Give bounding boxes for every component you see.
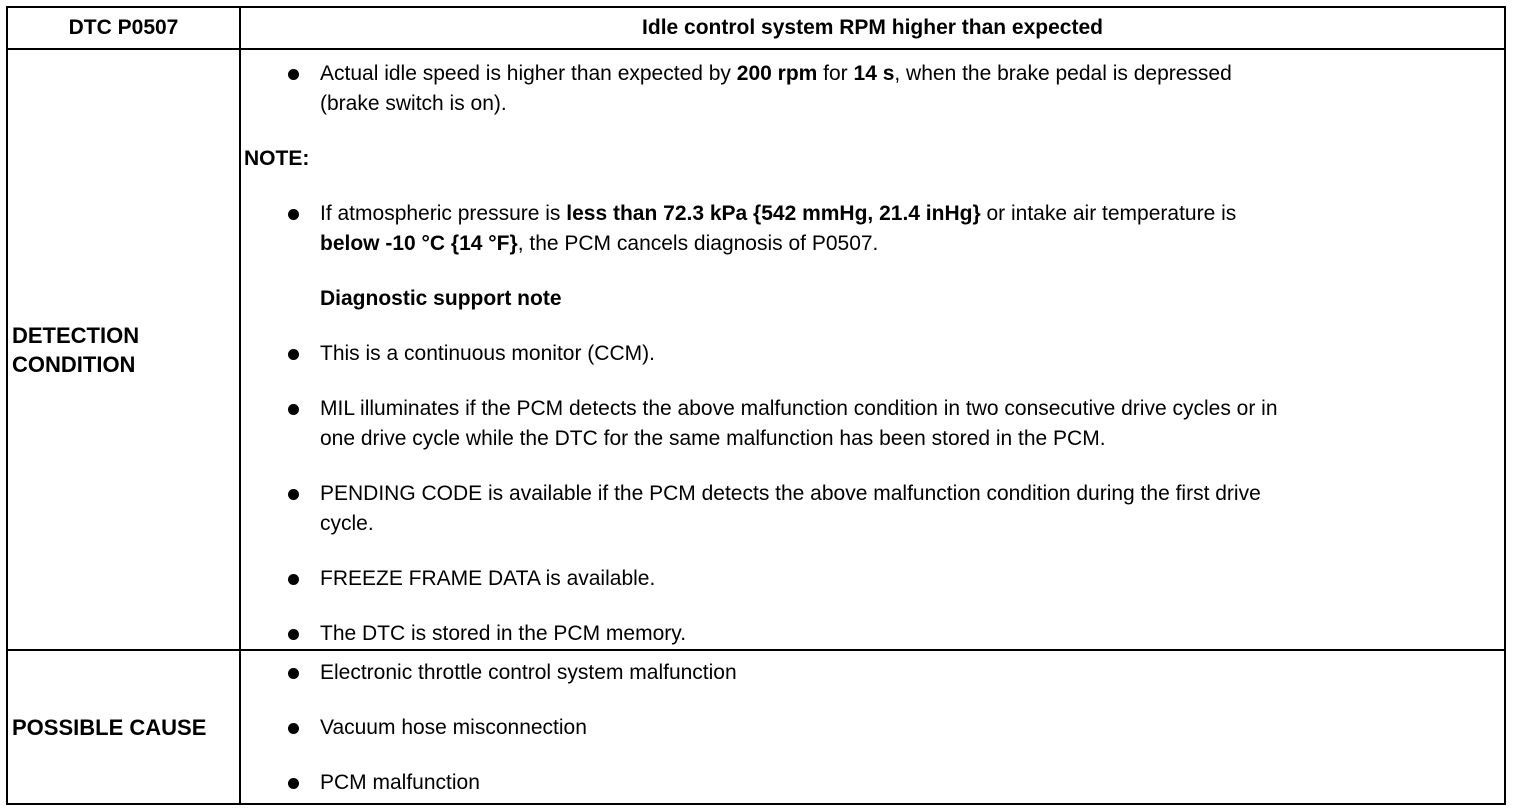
detection-row (7, 49, 1505, 650)
bullet-icon (288, 629, 299, 640)
bullet-icon (288, 69, 299, 80)
support-item: FREEZE FRAME DATA is available. (320, 567, 656, 590)
cause-content (240, 650, 1505, 804)
bullet-icon (288, 778, 299, 789)
dtc-code: DTC P0507 (7, 7, 240, 49)
detection-label (7, 49, 240, 650)
note-bullet-line2: below -10 °C {14 °F}, the PCM cancels diagnosis of P0507. (320, 232, 879, 255)
cause-label: POSSIBLE CAUSE (7, 650, 240, 804)
cause-item: Vacuum hose misconnection (320, 716, 587, 739)
note-bullet-line1: If atmospheric pressure is less than 72.3 kPa {542 mmHg, 21.4 inHg} or intake air temperature is (320, 202, 1237, 225)
bullet-icon (288, 349, 299, 360)
bullet-icon (288, 489, 299, 500)
detection-label-line1: DETECTION (12, 322, 140, 348)
support-item: The DTC is stored in the PCM memory. (320, 622, 687, 645)
bullet-icon (288, 723, 299, 734)
header-row (7, 7, 1505, 49)
support-heading: Diagnostic support note (320, 287, 562, 310)
dtc-table (6, 6, 1506, 805)
note-label: NOTE: (244, 147, 310, 170)
main-bullet-line1: Actual idle speed is higher than expected by 200 rpm for 14 s, when the brake pedal is depressed (320, 62, 1232, 85)
support-item: MIL illuminates if the PCM detects the above malfunction condition in two consecutive drive cycles or in (320, 397, 1278, 420)
support-item: PENDING CODE is available if the PCM detects the above malfunction condition during the first drive (320, 482, 1261, 505)
support-item-cont: one drive cycle while the DTC for the same malfunction has been stored in the PCM. (320, 427, 1106, 450)
cause-item: PCM malfunction (320, 771, 480, 794)
support-item: This is a continuous monitor (CCM). (320, 342, 655, 365)
bullet-icon (288, 209, 299, 220)
cause-item: Electronic throttle control system malfunction (320, 661, 737, 684)
detection-content (240, 49, 1505, 650)
rpm-value: 200 rpm (736, 62, 818, 85)
bullet-icon (288, 668, 299, 679)
bullet-icon (288, 404, 299, 415)
bullet-icon (288, 574, 299, 585)
detection-label-line2: CONDITION (12, 351, 136, 377)
support-item-cont: cycle. (320, 512, 374, 535)
dtc-title: Idle control system RPM higher than expected (240, 7, 1505, 49)
cause-row (7, 650, 1505, 804)
time-value: 14 s (853, 62, 895, 85)
main-bullet-line2: (brake switch is on). (320, 92, 507, 115)
